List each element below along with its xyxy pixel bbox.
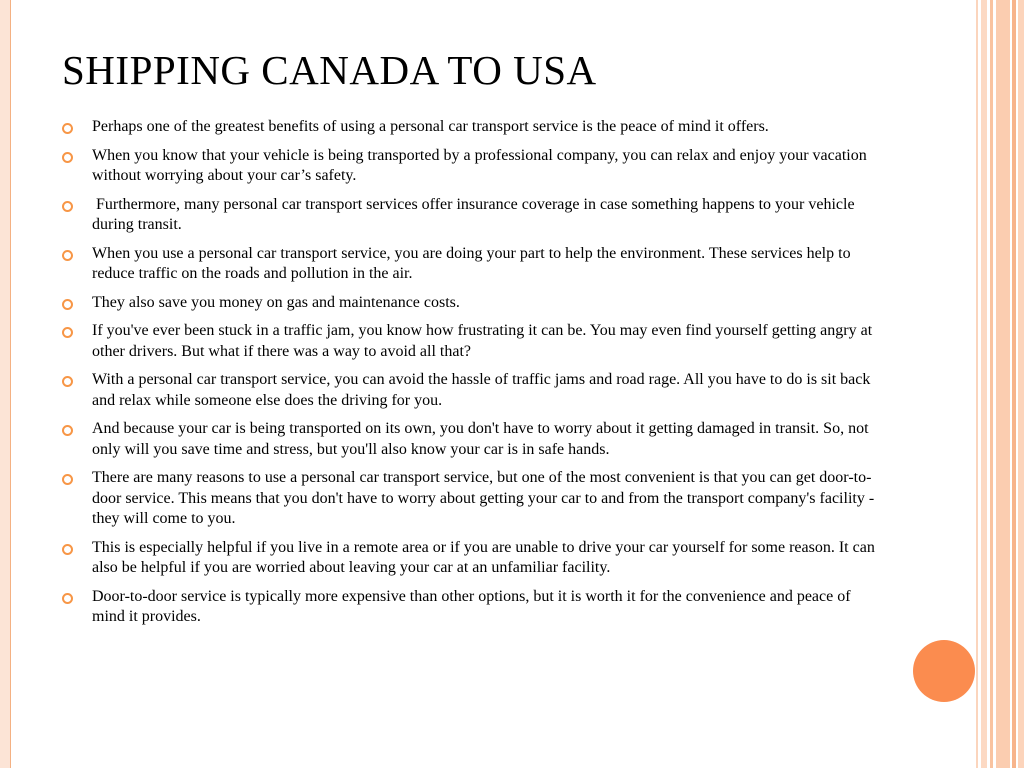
bullet-item — [62, 370, 882, 411]
stripe — [996, 0, 1010, 768]
bullet-item — [62, 419, 882, 460]
bullet-circle-icon — [62, 201, 73, 212]
bullet-text: And because your car is being transported on its own, you don't have to worry about it getting damaged in transit. So, not only will you save time and stress, but you'll also know your car is in safe hands. — [92, 420, 873, 458]
bullet-circle-icon — [62, 152, 73, 163]
bullet-text: If you've ever been stuck in a traffic jam, you know how frustrating it can be. You may even find yourself getting angry at other drivers. But what if there was a way to avoid all that? — [92, 322, 877, 360]
stripe — [981, 0, 987, 768]
bullet-item — [62, 587, 882, 628]
bullet-text: Furthermore, many personal car transport services offer insurance coverage in case something happens to your vehicle during transit. — [92, 195, 859, 233]
bullet-circle-icon — [62, 299, 73, 310]
bullet-circle-icon — [62, 474, 73, 485]
bullet-circle-icon — [62, 123, 73, 134]
stripe — [990, 0, 993, 768]
orange-circle-decoration — [913, 640, 975, 702]
bullet-item — [62, 117, 882, 138]
bullet-text: Perhaps one of the greatest benefits of using a personal car transport service is the peace of mind it offers. — [92, 118, 769, 135]
bullet-item — [62, 195, 882, 236]
right-decorative-stripes — [976, 0, 1024, 768]
bullet-text: When you know that your vehicle is being transported by a professional company, you can relax and enjoy your vacation without worrying about your car’s safety. — [92, 146, 871, 184]
bullet-item — [62, 293, 882, 314]
bullet-circle-icon — [62, 250, 73, 261]
stripe — [976, 0, 978, 768]
bullet-item — [62, 468, 882, 530]
bullet-circle-icon — [62, 376, 73, 387]
bullet-text: Door-to-door service is typically more expensive than other options, but it is worth it for the convenience and peace of mind it provides. — [92, 587, 855, 625]
bullet-text: They also save you money on gas and maintenance costs. — [92, 293, 460, 311]
bullet-item — [62, 538, 882, 579]
bullet-item — [62, 244, 882, 285]
bullet-item — [62, 146, 882, 187]
bullet-circle-icon — [62, 327, 73, 338]
bullet-item — [62, 321, 882, 362]
stripe — [1018, 0, 1024, 768]
bullet-text: With a personal car transport service, you can avoid the hassle of traffic jams and road rage. All you have to do is sit back and relax while someone else does the driving for you. — [92, 371, 875, 409]
bullet-circle-icon — [62, 425, 73, 436]
slide-title: SHIPPING CANADA TO USA — [62, 47, 597, 93]
bullet-list — [62, 117, 882, 636]
bullet-text: There are many reasons to use a personal car transport service, but one of the most convenient is that you can get door-to-door service. This means that you don't have to worry about getting your car to and from the transport company's facility - they will come to you. — [92, 469, 879, 527]
bullet-circle-icon — [62, 593, 73, 604]
left-border-stripe — [0, 0, 11, 768]
bullet-text: When you use a personal car transport service, you are doing your part to help the environment. These services help to reduce traffic on the roads and pollution in the air. — [92, 244, 855, 282]
bullet-text: This is especially helpful if you live in a remote area or if you are unable to drive your car yourself for some reason. It can also be helpful if you are worried about leaving your car at an unfamiliar facility. — [92, 538, 879, 576]
bullet-circle-icon — [62, 544, 73, 555]
stripe — [1012, 0, 1016, 768]
